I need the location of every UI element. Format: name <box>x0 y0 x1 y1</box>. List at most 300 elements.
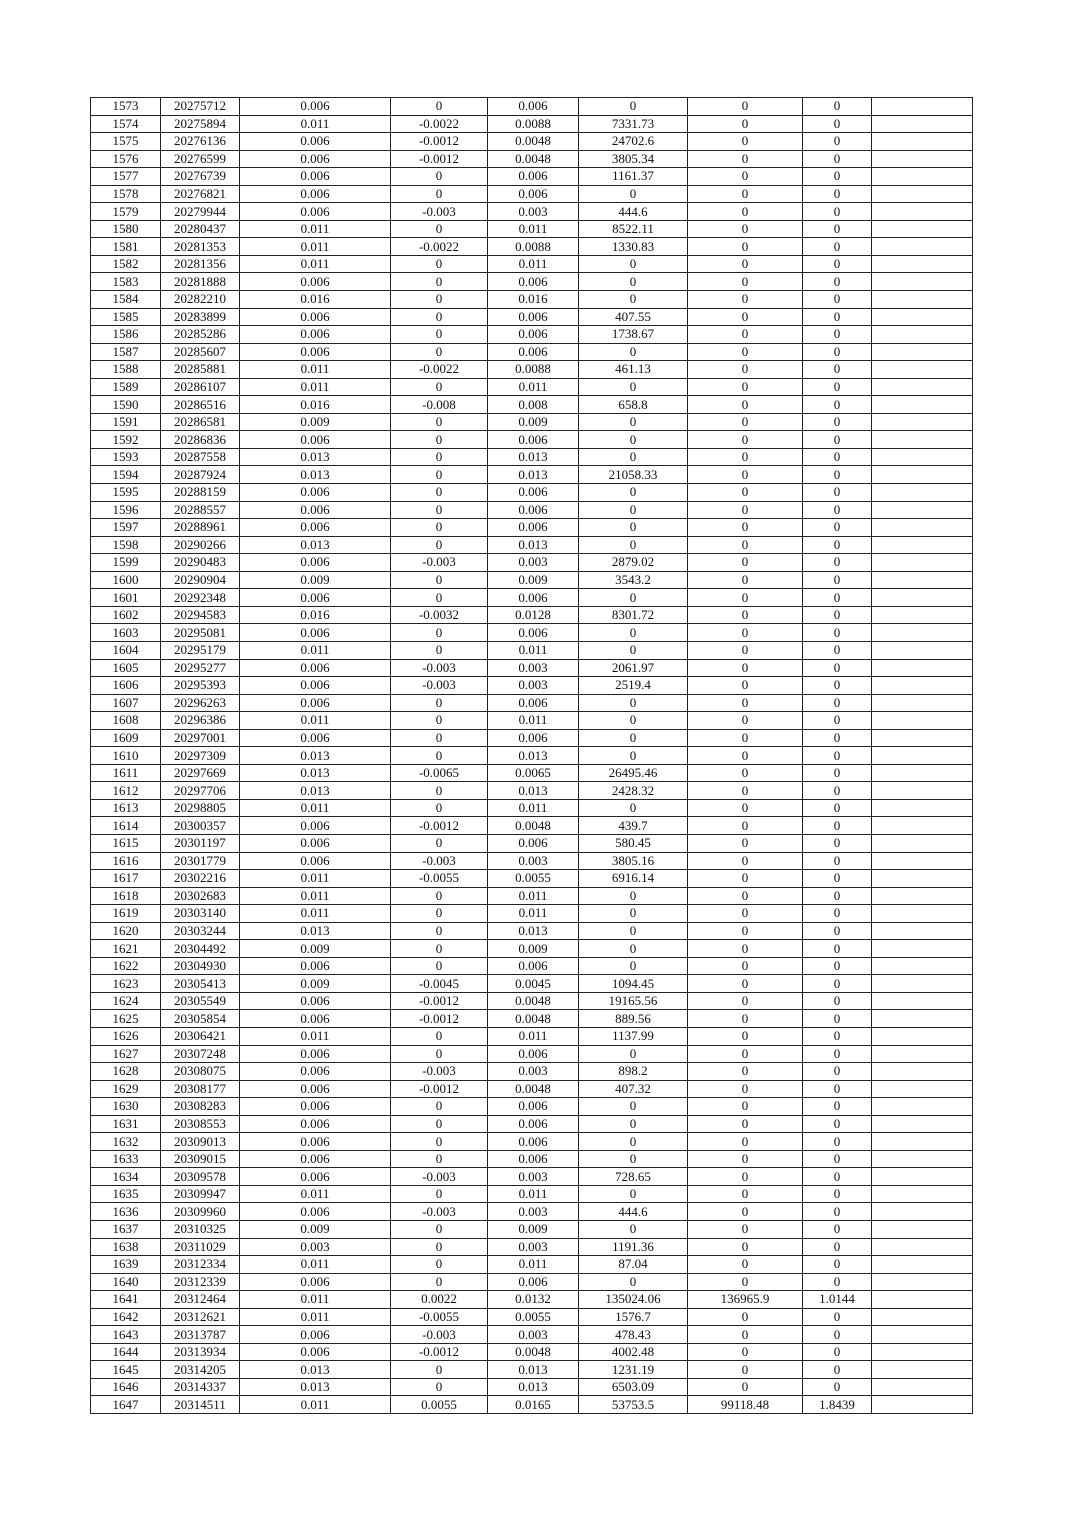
cell-value-b: 0.003 <box>488 554 579 572</box>
cell-record-id: 20286836 <box>161 431 240 449</box>
cell-row-index: 1587 <box>91 343 161 361</box>
cell-value-b: 0.0088 <box>488 361 579 379</box>
cell-adjustment: -0.003 <box>391 659 488 677</box>
cell-blank <box>872 887 973 905</box>
cell-amount: 1738.67 <box>579 326 688 344</box>
cell-ratio: 0 <box>803 1010 872 1028</box>
table-row <box>91 484 973 502</box>
table-row <box>91 624 973 642</box>
table-row <box>91 1291 973 1309</box>
cell-blank <box>872 834 973 852</box>
cell-blank <box>872 606 973 624</box>
cell-value-b: 0.011 <box>488 220 579 238</box>
cell-row-index: 1631 <box>91 1115 161 1133</box>
cell-amount-2: 0 <box>688 852 803 870</box>
cell-value-a: 0.006 <box>240 729 391 747</box>
cell-row-index: 1574 <box>91 115 161 133</box>
cell-ratio: 0 <box>803 1045 872 1063</box>
cell-ratio: 0 <box>803 343 872 361</box>
table-row <box>91 413 973 431</box>
cell-ratio: 0 <box>803 1185 872 1203</box>
cell-amount: 0 <box>579 291 688 309</box>
cell-amount: 3805.34 <box>579 150 688 168</box>
cell-ratio: 0 <box>803 1308 872 1326</box>
cell-record-id: 20286516 <box>161 396 240 414</box>
table-row <box>91 747 973 765</box>
table-row <box>91 834 973 852</box>
cell-amount: 0 <box>579 1150 688 1168</box>
cell-value-a: 0.006 <box>240 1115 391 1133</box>
cell-ratio: 0 <box>803 308 872 326</box>
cell-value-a: 0.011 <box>240 799 391 817</box>
cell-record-id: 20295179 <box>161 641 240 659</box>
cell-adjustment: -0.003 <box>391 1063 488 1081</box>
cell-value-a: 0.011 <box>240 1308 391 1326</box>
cell-blank <box>872 641 973 659</box>
cell-record-id: 20281888 <box>161 273 240 291</box>
cell-adjustment: 0 <box>391 501 488 519</box>
cell-row-index: 1613 <box>91 799 161 817</box>
cell-record-id: 20296263 <box>161 694 240 712</box>
cell-value-b: 0.0055 <box>488 1308 579 1326</box>
cell-value-a: 0.006 <box>240 1203 391 1221</box>
cell-blank <box>872 677 973 695</box>
cell-value-a: 0.013 <box>240 466 391 484</box>
cell-value-a: 0.011 <box>240 712 391 730</box>
cell-row-index: 1608 <box>91 712 161 730</box>
cell-record-id: 20287558 <box>161 448 240 466</box>
cell-value-a: 0.006 <box>240 957 391 975</box>
cell-amount-2: 0 <box>688 729 803 747</box>
cell-amount: 1576.7 <box>579 1308 688 1326</box>
cell-ratio: 0 <box>803 378 872 396</box>
cell-amount: 0 <box>579 484 688 502</box>
cell-row-index: 1578 <box>91 185 161 203</box>
cell-adjustment: 0 <box>391 957 488 975</box>
cell-value-b: 0.006 <box>488 834 579 852</box>
cell-row-index: 1585 <box>91 308 161 326</box>
table-row <box>91 1098 973 1116</box>
cell-amount: 2879.02 <box>579 554 688 572</box>
cell-row-index: 1599 <box>91 554 161 572</box>
cell-ratio: 0 <box>803 150 872 168</box>
cell-value-b: 0.006 <box>488 501 579 519</box>
table-row <box>91 817 973 835</box>
cell-amount: 1137.99 <box>579 1027 688 1045</box>
table-row <box>91 659 973 677</box>
cell-value-a: 0.013 <box>240 536 391 554</box>
cell-ratio: 0 <box>803 98 872 116</box>
cell-record-id: 20312334 <box>161 1256 240 1274</box>
cell-ratio: 0 <box>803 992 872 1010</box>
cell-ratio: 0 <box>803 501 872 519</box>
cell-adjustment: 0 <box>391 484 488 502</box>
cell-record-id: 20286581 <box>161 413 240 431</box>
cell-adjustment: 0 <box>391 326 488 344</box>
cell-blank <box>872 922 973 940</box>
cell-value-b: 0.0055 <box>488 870 579 888</box>
cell-amount-2: 0 <box>688 641 803 659</box>
cell-ratio: 0 <box>803 185 872 203</box>
cell-record-id: 20276599 <box>161 150 240 168</box>
cell-row-index: 1615 <box>91 834 161 852</box>
cell-amount-2: 0 <box>688 870 803 888</box>
cell-amount: 0 <box>579 589 688 607</box>
cell-value-b: 0.011 <box>488 712 579 730</box>
cell-adjustment: -0.0055 <box>391 1308 488 1326</box>
cell-record-id: 20312339 <box>161 1273 240 1291</box>
table-row <box>91 852 973 870</box>
cell-amount-2: 0 <box>688 150 803 168</box>
cell-amount-2: 136965.9 <box>688 1291 803 1309</box>
cell-ratio: 0 <box>803 1273 872 1291</box>
cell-adjustment: 0 <box>391 1273 488 1291</box>
table-row <box>91 203 973 221</box>
cell-amount: 439.7 <box>579 817 688 835</box>
cell-adjustment: 0 <box>391 1098 488 1116</box>
cell-amount-2: 0 <box>688 922 803 940</box>
cell-adjustment: 0 <box>391 712 488 730</box>
cell-value-a: 0.006 <box>240 203 391 221</box>
cell-value-b: 0.011 <box>488 887 579 905</box>
cell-blank <box>872 975 973 993</box>
cell-amount-2: 0 <box>688 940 803 958</box>
cell-value-a: 0.009 <box>240 940 391 958</box>
cell-blank <box>872 1063 973 1081</box>
cell-amount-2: 0 <box>688 133 803 151</box>
cell-ratio: 0 <box>803 834 872 852</box>
cell-amount: 2428.32 <box>579 782 688 800</box>
cell-row-index: 1626 <box>91 1027 161 1045</box>
cell-blank <box>872 133 973 151</box>
cell-adjustment: 0 <box>391 589 488 607</box>
cell-row-index: 1596 <box>91 501 161 519</box>
cell-adjustment: 0 <box>391 887 488 905</box>
cell-amount: 0 <box>579 1221 688 1239</box>
cell-adjustment: -0.0022 <box>391 361 488 379</box>
cell-blank <box>872 799 973 817</box>
cell-row-index: 1634 <box>91 1168 161 1186</box>
cell-record-id: 20306421 <box>161 1027 240 1045</box>
cell-value-a: 0.009 <box>240 571 391 589</box>
cell-blank <box>872 273 973 291</box>
cell-value-b: 0.006 <box>488 694 579 712</box>
cell-row-index: 1609 <box>91 729 161 747</box>
cell-amount-2: 0 <box>688 1361 803 1379</box>
cell-value-a: 0.011 <box>240 1027 391 1045</box>
cell-value-a: 0.006 <box>240 677 391 695</box>
cell-amount-2: 0 <box>688 677 803 695</box>
cell-blank <box>872 1010 973 1028</box>
cell-value-b: 0.013 <box>488 782 579 800</box>
table-row <box>91 273 973 291</box>
cell-value-b: 0.016 <box>488 291 579 309</box>
cell-amount: 407.55 <box>579 308 688 326</box>
cell-blank <box>872 747 973 765</box>
cell-amount-2: 0 <box>688 308 803 326</box>
cell-value-a: 0.011 <box>240 220 391 238</box>
table-row <box>91 396 973 414</box>
cell-record-id: 20302683 <box>161 887 240 905</box>
cell-row-index: 1643 <box>91 1326 161 1344</box>
cell-value-a: 0.009 <box>240 975 391 993</box>
cell-value-b: 0.013 <box>488 448 579 466</box>
cell-amount-2: 0 <box>688 571 803 589</box>
cell-adjustment: -0.0022 <box>391 115 488 133</box>
cell-adjustment: -0.0012 <box>391 1080 488 1098</box>
cell-row-index: 1633 <box>91 1150 161 1168</box>
cell-amount-2: 0 <box>688 1133 803 1151</box>
cell-blank <box>872 536 973 554</box>
cell-record-id: 20305549 <box>161 992 240 1010</box>
cell-amount: 0 <box>579 624 688 642</box>
cell-value-b: 0.009 <box>488 940 579 958</box>
cell-adjustment: 0 <box>391 343 488 361</box>
cell-amount: 0 <box>579 98 688 116</box>
cell-value-a: 0.006 <box>240 817 391 835</box>
cell-ratio: 0 <box>803 606 872 624</box>
cell-row-index: 1610 <box>91 747 161 765</box>
cell-amount-2: 0 <box>688 203 803 221</box>
cell-value-b: 0.003 <box>488 659 579 677</box>
cell-amount: 898.2 <box>579 1063 688 1081</box>
cell-amount: 0 <box>579 887 688 905</box>
cell-amount: 135024.06 <box>579 1291 688 1309</box>
cell-value-b: 0.006 <box>488 273 579 291</box>
table-row <box>91 729 973 747</box>
cell-amount: 0 <box>579 1098 688 1116</box>
cell-row-index: 1630 <box>91 1098 161 1116</box>
table-row <box>91 870 973 888</box>
cell-record-id: 20312621 <box>161 1308 240 1326</box>
table-row <box>91 519 973 537</box>
table-row <box>91 940 973 958</box>
cell-amount-2: 0 <box>688 712 803 730</box>
table-row <box>91 782 973 800</box>
cell-adjustment: 0 <box>391 308 488 326</box>
cell-ratio: 0 <box>803 747 872 765</box>
cell-value-a: 0.011 <box>240 1185 391 1203</box>
cell-record-id: 20285286 <box>161 326 240 344</box>
cell-amount: 19165.56 <box>579 992 688 1010</box>
cell-amount-2: 0 <box>688 1378 803 1396</box>
cell-value-b: 0.006 <box>488 957 579 975</box>
cell-amount: 0 <box>579 712 688 730</box>
cell-adjustment: -0.008 <box>391 396 488 414</box>
cell-ratio: 0 <box>803 799 872 817</box>
cell-row-index: 1588 <box>91 361 161 379</box>
cell-ratio: 0 <box>803 361 872 379</box>
data-table <box>90 97 973 1414</box>
cell-amount-2: 0 <box>688 501 803 519</box>
cell-row-index: 1580 <box>91 220 161 238</box>
cell-amount-2: 0 <box>688 1203 803 1221</box>
cell-adjustment: 0 <box>391 1185 488 1203</box>
table-row <box>91 1273 973 1291</box>
cell-amount: 444.6 <box>579 203 688 221</box>
cell-adjustment: 0 <box>391 448 488 466</box>
table-body <box>91 98 973 1414</box>
cell-value-b: 0.0165 <box>488 1396 579 1414</box>
cell-amount-2: 0 <box>688 1185 803 1203</box>
cell-record-id: 20296386 <box>161 712 240 730</box>
cell-ratio: 0 <box>803 1168 872 1186</box>
cell-value-b: 0.003 <box>488 1326 579 1344</box>
cell-ratio: 0 <box>803 168 872 186</box>
cell-record-id: 20276136 <box>161 133 240 151</box>
cell-adjustment: 0.0022 <box>391 1291 488 1309</box>
cell-value-b: 0.009 <box>488 1221 579 1239</box>
cell-value-a: 0.006 <box>240 1343 391 1361</box>
cell-amount-2: 0 <box>688 361 803 379</box>
cell-value-a: 0.011 <box>240 1256 391 1274</box>
cell-row-index: 1645 <box>91 1361 161 1379</box>
cell-adjustment: 0 <box>391 1221 488 1239</box>
cell-value-a: 0.006 <box>240 1080 391 1098</box>
cell-record-id: 20303140 <box>161 905 240 923</box>
table-row <box>91 1256 973 1274</box>
cell-record-id: 20312464 <box>161 1291 240 1309</box>
cell-value-a: 0.013 <box>240 1361 391 1379</box>
cell-amount-2: 0 <box>688 1115 803 1133</box>
cell-blank <box>872 1326 973 1344</box>
cell-adjustment: 0 <box>391 431 488 449</box>
cell-row-index: 1614 <box>91 817 161 835</box>
cell-adjustment: 0 <box>391 1361 488 1379</box>
cell-ratio: 0 <box>803 975 872 993</box>
cell-row-index: 1590 <box>91 396 161 414</box>
cell-blank <box>872 1256 973 1274</box>
cell-record-id: 20314205 <box>161 1361 240 1379</box>
cell-amount-2: 0 <box>688 1080 803 1098</box>
cell-amount-2: 0 <box>688 238 803 256</box>
cell-blank <box>872 940 973 958</box>
cell-amount-2: 0 <box>688 764 803 782</box>
cell-value-b: 0.0088 <box>488 115 579 133</box>
cell-record-id: 20311029 <box>161 1238 240 1256</box>
table-row <box>91 255 973 273</box>
cell-record-id: 20309015 <box>161 1150 240 1168</box>
cell-value-a: 0.013 <box>240 448 391 466</box>
cell-blank <box>872 694 973 712</box>
cell-value-a: 0.006 <box>240 308 391 326</box>
cell-adjustment: -0.0012 <box>391 133 488 151</box>
cell-value-b: 0.006 <box>488 168 579 186</box>
cell-ratio: 0 <box>803 1203 872 1221</box>
cell-ratio: 0 <box>803 1256 872 1274</box>
cell-value-a: 0.006 <box>240 1273 391 1291</box>
cell-record-id: 20279944 <box>161 203 240 221</box>
cell-value-b: 0.0128 <box>488 606 579 624</box>
cell-blank <box>872 624 973 642</box>
cell-value-a: 0.006 <box>240 1098 391 1116</box>
cell-value-a: 0.011 <box>240 1396 391 1414</box>
table-row <box>91 1168 973 1186</box>
cell-adjustment: -0.0045 <box>391 975 488 993</box>
cell-amount-2: 0 <box>688 1256 803 1274</box>
cell-record-id: 20313787 <box>161 1326 240 1344</box>
cell-blank <box>872 308 973 326</box>
cell-row-index: 1621 <box>91 940 161 958</box>
cell-amount-2: 0 <box>688 185 803 203</box>
cell-blank <box>872 448 973 466</box>
cell-value-a: 0.011 <box>240 255 391 273</box>
cell-amount-2: 0 <box>688 413 803 431</box>
cell-adjustment: -0.003 <box>391 852 488 870</box>
cell-record-id: 20286107 <box>161 378 240 396</box>
cell-amount-2: 0 <box>688 694 803 712</box>
cell-value-b: 0.013 <box>488 466 579 484</box>
table-row <box>91 694 973 712</box>
cell-record-id: 20288557 <box>161 501 240 519</box>
cell-blank <box>872 957 973 975</box>
cell-amount: 0 <box>579 1115 688 1133</box>
cell-amount-2: 0 <box>688 378 803 396</box>
cell-amount-2: 0 <box>688 992 803 1010</box>
cell-amount-2: 0 <box>688 1326 803 1344</box>
cell-adjustment: 0 <box>391 922 488 940</box>
cell-record-id: 20290266 <box>161 536 240 554</box>
cell-record-id: 20304930 <box>161 957 240 975</box>
cell-adjustment: 0 <box>391 694 488 712</box>
cell-value-b: 0.0132 <box>488 1291 579 1309</box>
table-row <box>91 764 973 782</box>
cell-adjustment: 0 <box>391 799 488 817</box>
cell-adjustment: -0.0012 <box>391 150 488 168</box>
cell-blank <box>872 501 973 519</box>
cell-record-id: 20288961 <box>161 519 240 537</box>
cell-value-a: 0.011 <box>240 1291 391 1309</box>
cell-adjustment: 0 <box>391 624 488 642</box>
cell-blank <box>872 764 973 782</box>
table-row <box>91 150 973 168</box>
cell-blank <box>872 817 973 835</box>
cell-blank <box>872 1238 973 1256</box>
cell-amount: 2061.97 <box>579 659 688 677</box>
cell-row-index: 1627 <box>91 1045 161 1063</box>
cell-adjustment: 0 <box>391 940 488 958</box>
cell-amount: 2519.4 <box>579 677 688 695</box>
cell-row-index: 1647 <box>91 1396 161 1414</box>
cell-value-b: 0.008 <box>488 396 579 414</box>
cell-value-a: 0.009 <box>240 1221 391 1239</box>
cell-value-b: 0.0048 <box>488 150 579 168</box>
cell-value-a: 0.006 <box>240 501 391 519</box>
cell-value-b: 0.0065 <box>488 764 579 782</box>
cell-row-index: 1622 <box>91 957 161 975</box>
cell-row-index: 1640 <box>91 1273 161 1291</box>
cell-blank <box>872 98 973 116</box>
cell-amount-2: 0 <box>688 115 803 133</box>
cell-blank <box>872 1045 973 1063</box>
cell-blank <box>872 484 973 502</box>
cell-value-b: 0.011 <box>488 1027 579 1045</box>
cell-value-b: 0.006 <box>488 484 579 502</box>
cell-ratio: 0 <box>803 1238 872 1256</box>
cell-amount-2: 0 <box>688 1308 803 1326</box>
cell-ratio: 0 <box>803 1378 872 1396</box>
cell-value-a: 0.006 <box>240 150 391 168</box>
cell-amount: 0 <box>579 273 688 291</box>
cell-value-b: 0.0048 <box>488 1343 579 1361</box>
cell-value-a: 0.006 <box>240 431 391 449</box>
cell-adjustment: -0.0012 <box>391 1010 488 1028</box>
cell-value-b: 0.006 <box>488 1115 579 1133</box>
table-row <box>91 554 973 572</box>
cell-record-id: 20285607 <box>161 343 240 361</box>
cell-value-a: 0.006 <box>240 1063 391 1081</box>
cell-blank <box>872 396 973 414</box>
